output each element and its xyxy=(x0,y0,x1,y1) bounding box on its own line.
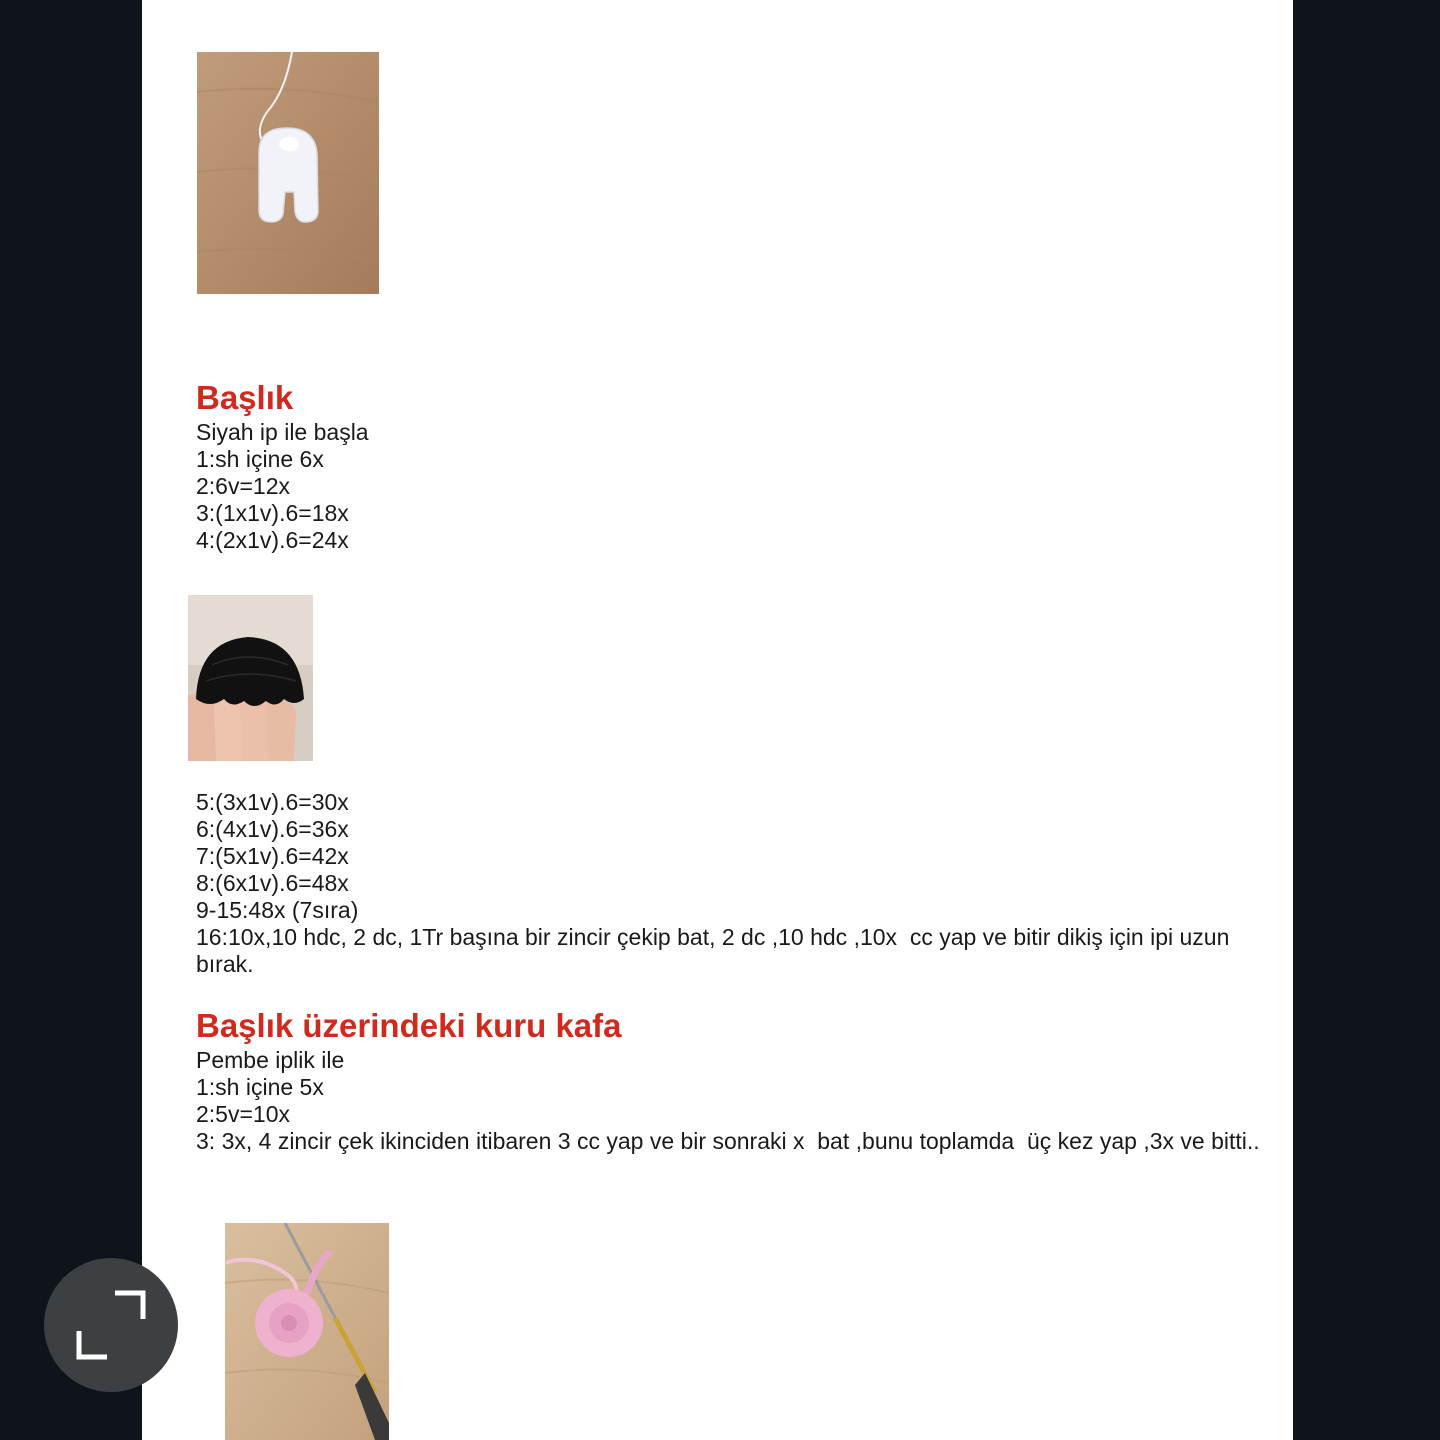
instruction-line: 16:10x,10 hdc, 2 dc, 1Tr başına bir zincir çekip bat, 2 dc ,10 hdc ,10x cc yap ve bitir dikiş için ipi uzun bırak. xyxy=(196,924,1236,977)
instruction-line: 8:(6x1v).6=48x xyxy=(196,870,349,896)
section-title-hood: Başlık xyxy=(196,379,294,416)
instruction-line: 2:5v=10x xyxy=(196,1101,290,1127)
instruction-line: 5:(3x1v).6=30x xyxy=(196,789,349,815)
instruction-line: 3:(1x1v).6=18x xyxy=(196,500,349,526)
instruction-line: 6:(4x1v).6=36x xyxy=(196,816,349,842)
instruction-line: 7:(5x1v).6=42x xyxy=(196,843,349,869)
skull-instructions xyxy=(196,1047,1271,1155)
black-crochet-hood-photo xyxy=(188,595,313,761)
hood-instructions-continued xyxy=(196,789,1271,978)
document-page xyxy=(142,0,1293,1440)
instruction-line: 3: 3x, 4 zincir çek ikinciden itibaren 3 cc yap ve bir sonraki x bat ,bunu toplamda üç kez yap ,3x ve bitti.. xyxy=(196,1128,1260,1154)
instruction-line: Pembe iplik ile xyxy=(196,1047,345,1073)
hood-instructions-intro xyxy=(196,419,1271,554)
instruction-line: 4:(2x1v).6=24x xyxy=(196,527,349,553)
pink-crochet-skull-photo xyxy=(225,1223,389,1440)
white-crochet-body-photo xyxy=(197,52,379,294)
expand-corners-icon xyxy=(44,1258,178,1392)
instruction-line: 1:sh içine 6x xyxy=(196,446,324,472)
expand-button[interactable] xyxy=(44,1258,178,1392)
instruction-line: 1:sh içine 5x xyxy=(196,1074,324,1100)
instruction-line: 2:6v=12x xyxy=(196,473,290,499)
instruction-line: 9-15:48x (7sıra) xyxy=(196,897,359,923)
instruction-line: Siyah ip ile başla xyxy=(196,419,369,445)
section-title-skull: Başlık üzerindeki kuru kafa xyxy=(196,1007,622,1044)
